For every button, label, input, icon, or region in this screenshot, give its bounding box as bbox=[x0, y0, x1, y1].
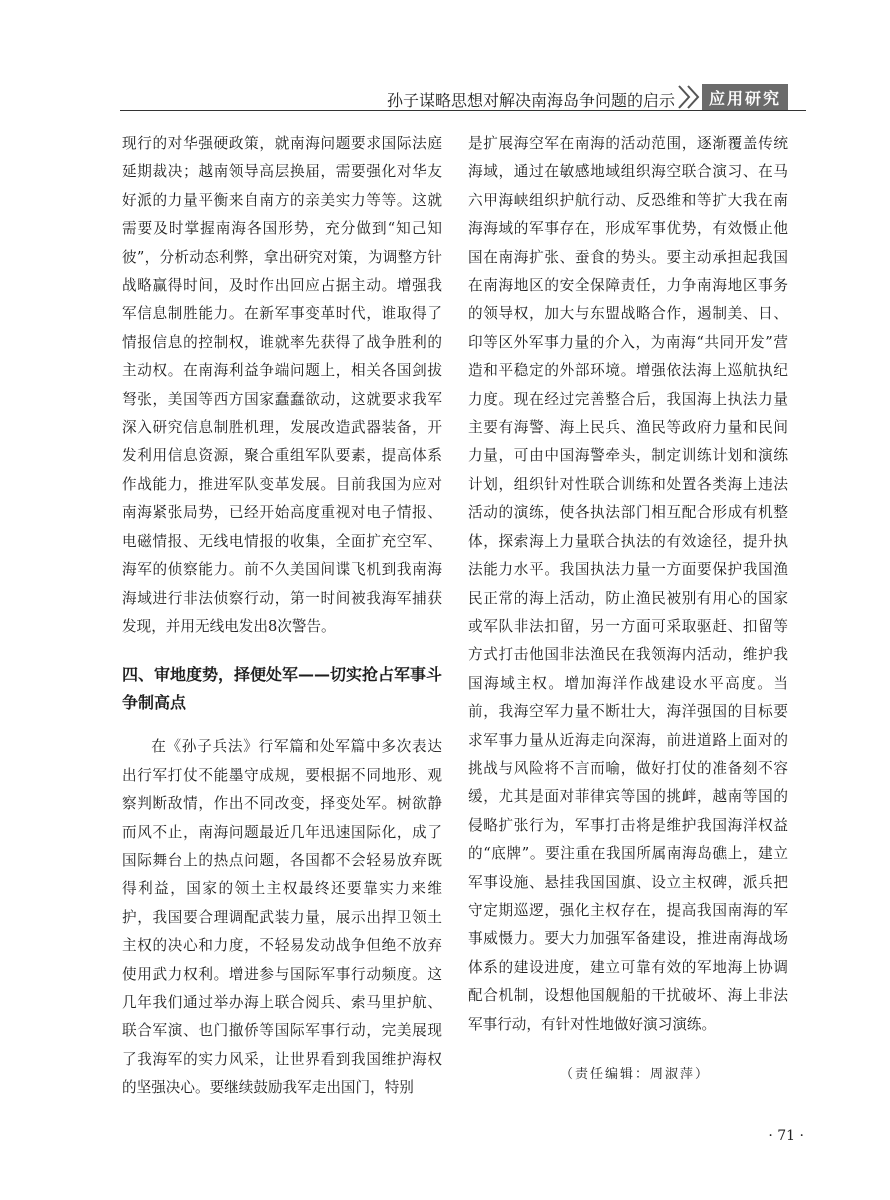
body-paragraph: 现行的对华强硬政策，就南海问题要求国际法庭延期裁决；越南领导高层换届，需要强化对华友好派的力量平衡来自南方的亲美实力等等。这就需要及时掌握南海各国形势，充分做到“知己知彼”，分析动态利弊，拿出研究对策，为调整方针战略赢得时间，及时作出回应占据主动。增强我军信息制胜能力。在新军事变革时代，谁取得了情报信息的控制权，谁就率先获得了战争胜利的主动权。在南海利益争端问题上，相关各国剑拔弩张，美国等西方国家蠢蠢欲动，这就要求我军深入研究信息制胜机理，发展改造武器装备，开发利用信息资源，聚合重组军队要素，提高体系作战能力，推进军队变革发展。目前我国为应对南海紧张局势，已经开始高度重视对电子情报、电磁情报、无线电情报的收集，全面扩充空军、海军的侦察能力。前不久美国间谍飞机到我南海海域进行非法侦察行动，第一时间被我海军捕获发现，并用无线电发出8次警告。 bbox=[122, 135, 442, 635]
chevron-right-icon bbox=[675, 84, 705, 110]
page-number: · 71 · bbox=[768, 1128, 804, 1144]
running-title: 孙子谋略思想对解决南海岛争问题的启示 bbox=[386, 91, 675, 110]
body-paragraph: 在《孙子兵法》行军篇和处军篇中多次表达出行军打仗不能墨守成规，要根据不同地形、观察判断敌情，作出不同改变，择变处军。树欲静而风不止，南海问题最近几年迅速国际化，成了国际舞台上的热点问题，各国都不会轻易放弃既得利益，国家的领土主权最终还要靠实力来维护，我国要合理调配武装力量，展示出捍卫领土主权的决心和力度，不轻易发动战争但绝不放弃使用武力权利。增进参与国际军事行动频度。这几年我们通过举办海上联合阅兵、索马里护航、联合军演、也门撤侨等国际军事行动，完美展现了我海军的实力风采，让世界看到我国维护海权的坚强决心。要继续鼓励我军走出国门，特别 bbox=[122, 738, 442, 1097]
body-paragraph: 是扩展海空军在南海的活动范围，逐渐覆盖传统海域，通过在敏感地域组织海空联合演习、在马六甲海峡组织护航行动、反恐维和等扩大我在南海海域的军事存在，形成军事优势，有效慑止他国在南海扩张、蚕食的势头。要主动承担起我国在南海地区的安全保障责任，力争南海地区事务的领导权，加大与东盟战略合作，遏制美、日、印等区外军事力量的介入，为南海“共同开发”营造和平稳定的外部环境。增强依法海上巡航执纪力度。现在经过完善整合后，我国海上执法力量主要有海警、海上民兵、渔民等政府力量和民间力量，可由中国海警牵头，制定训练计划和演练计划，组织针对性联合训练和处置各类海上违法活动的演练，使各执法部门相互配合形成有机整体，探索海上力量联合执法的有效途径，提升执法能力水平。我国执法力量一方面要保护我国渔民正常的海上活动，防止渔民被别有用心的国家或军队非法扣留，另一方面可采取驱赶、扣留等方式打击他国非法渔民在我领海内活动，维护我国海域主权。增加海洋作战建设水平高度。当前，我海空军力量不断壮大，海洋强国的目标要求军事力量从近海走向深海，前进道路上面对的挑战与风险将不言而喻，做好打仗的准备刻不容缓，尤其是面对菲律宾等国的挑衅，越南等国的侵略扩张行为，军事打击将是维护我国海洋权益的“底牌”。要注重在我国所属南海岛礁上，建立军事设施、悬挂我国国旗、设立主权碑，派兵把守定期巡逻，强化主权存在，提高我国南海的军事威慑力。要大力加强军备建设，推进南海战场体系的建设进度，建立可靠有效的军地海上协调配合机制，设想他国舰船的干扰破坏、海上非法军事行动，有针对性地做好演习演练。 bbox=[468, 135, 788, 1033]
section-heading: 四、审地度势，择便处军——切实抢占军事斗争制高点 bbox=[122, 665, 443, 713]
section-label: 应用研究 bbox=[702, 84, 788, 110]
right-column bbox=[468, 130, 788, 1039]
editor-note: （责任编辑：周淑萍） bbox=[560, 1067, 711, 1082]
left-column bbox=[122, 130, 442, 1103]
